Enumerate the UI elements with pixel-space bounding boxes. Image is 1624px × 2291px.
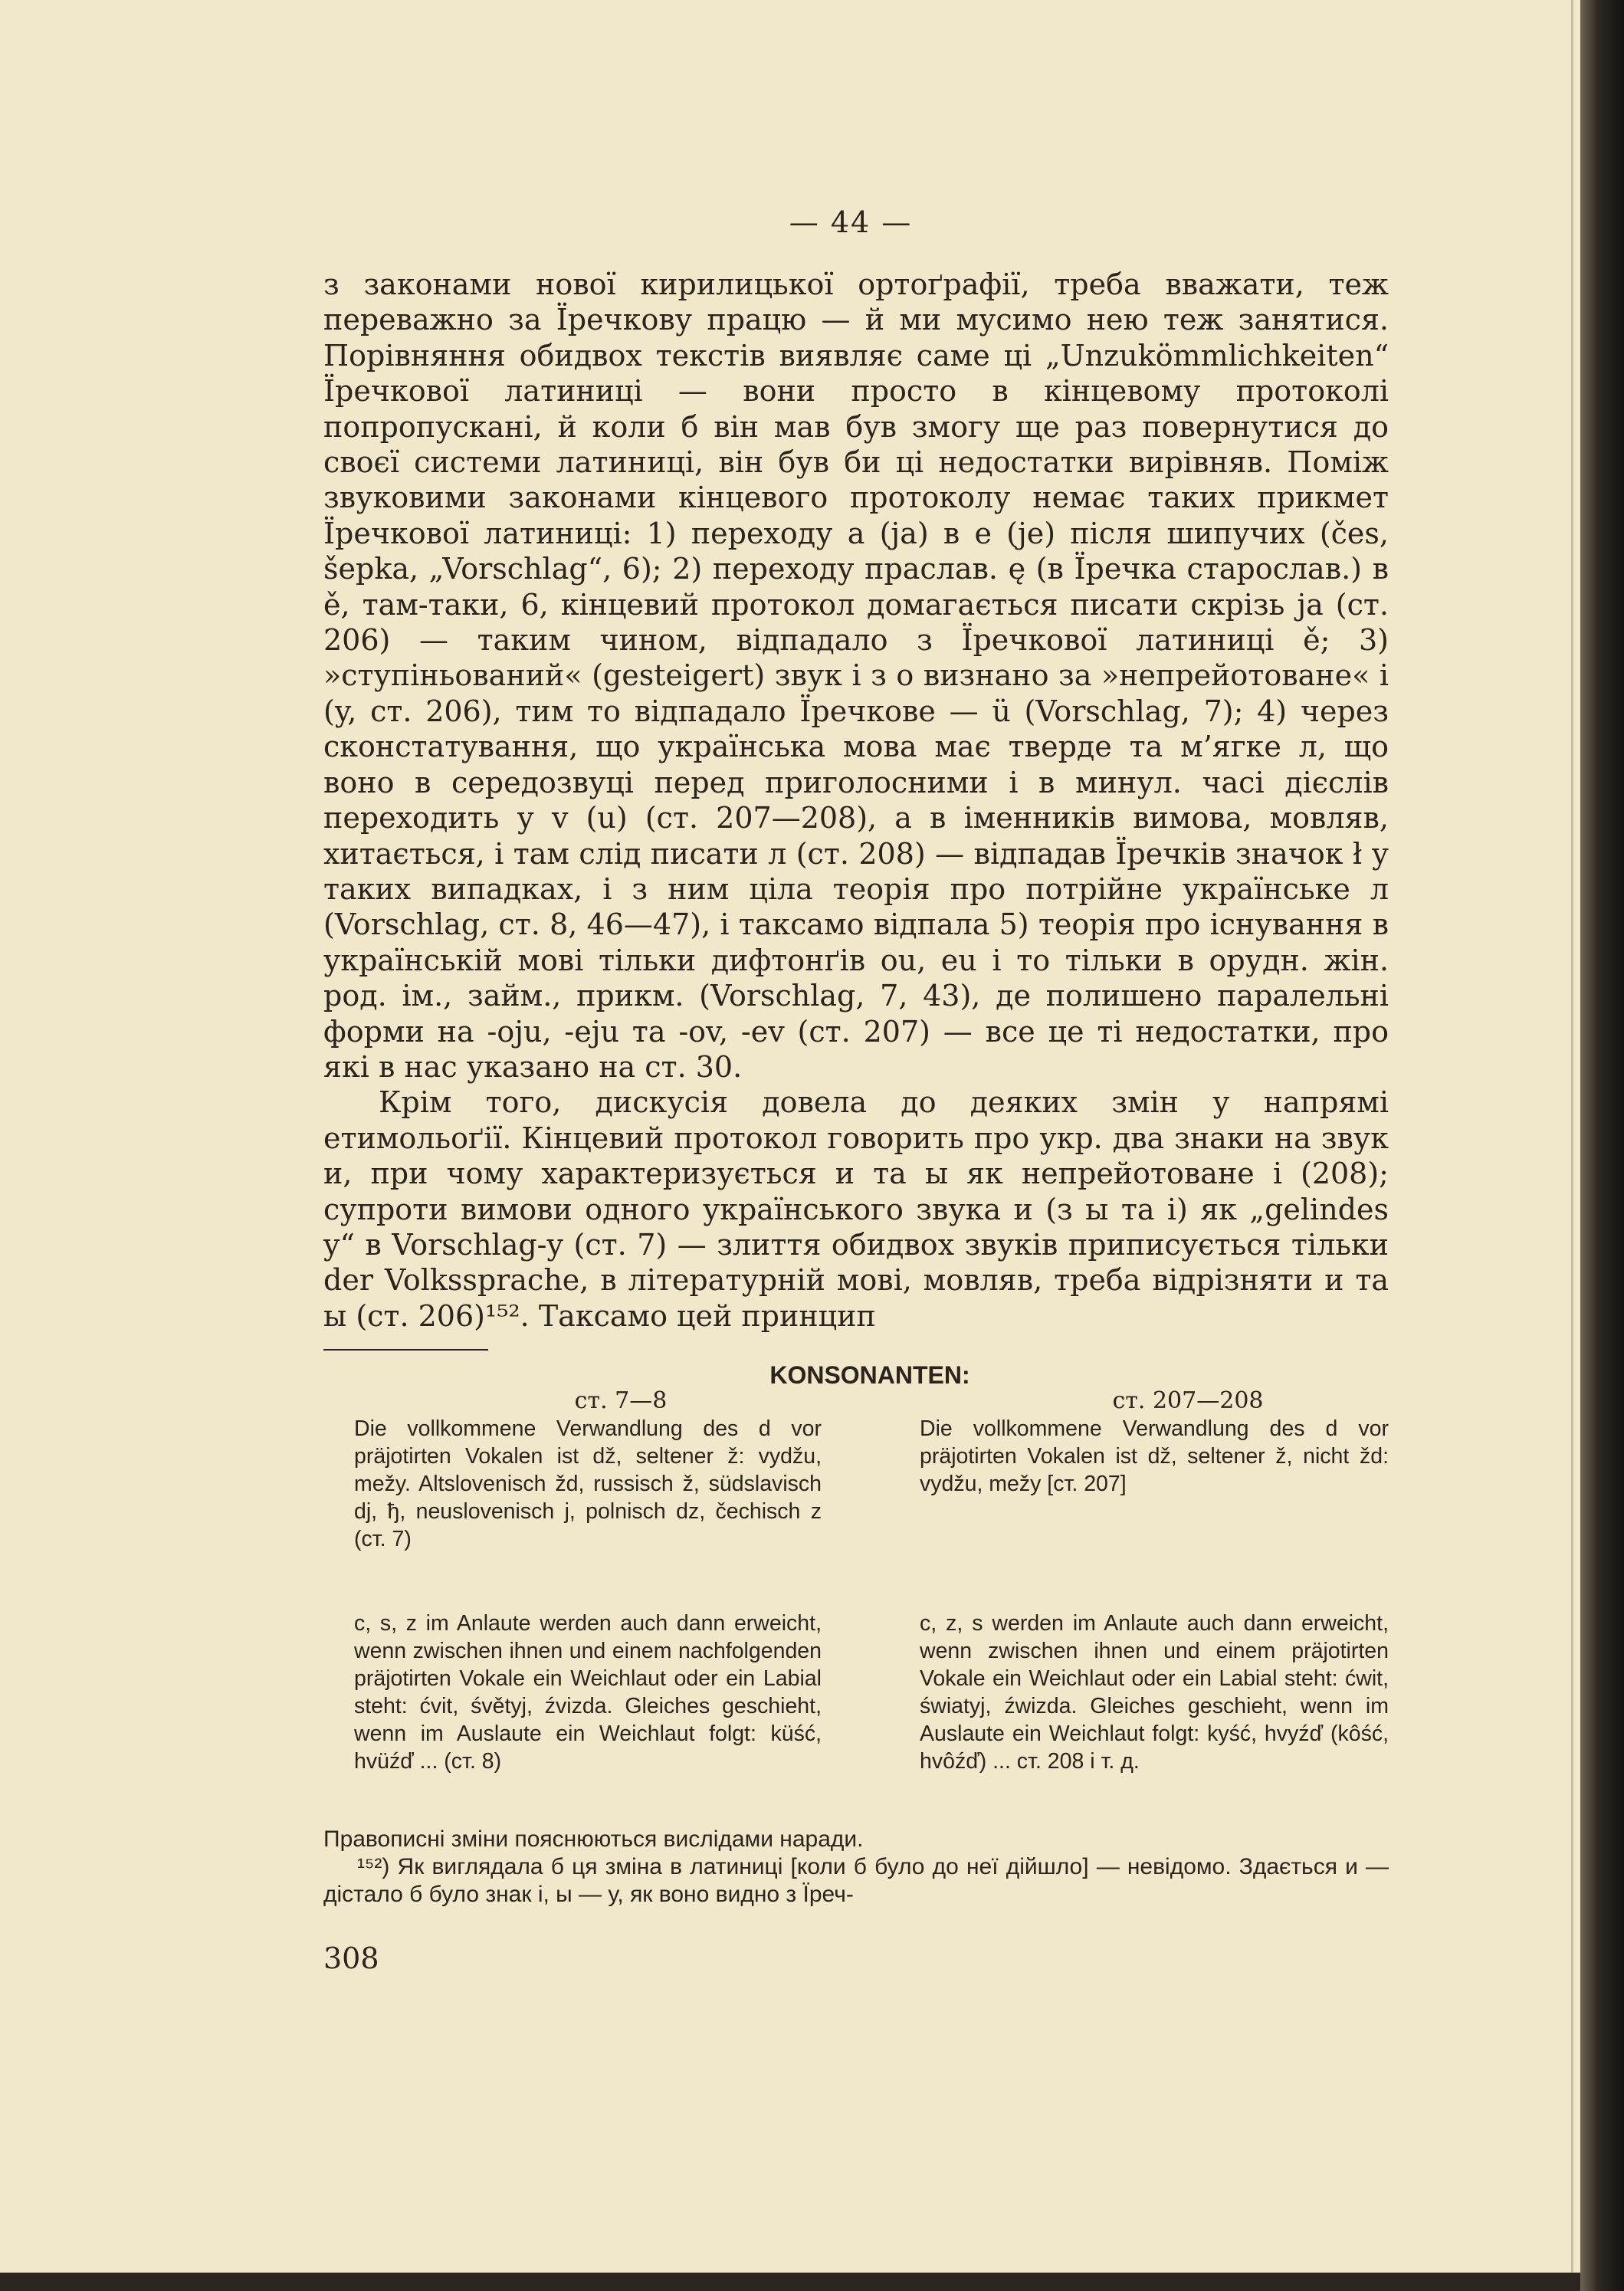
comparison-right-block: Die vollkommene Verwandlung des d vor präjotirten Vokalen ist dž, seltener ž, nicht žd: vydžu, mežy [ст. 207] bbox=[920, 1416, 1389, 1496]
running-header: — 44 — bbox=[789, 205, 913, 239]
paragraph: Крім того, дискусія довела до деяких змін у напрямі етимольоґії. Кінцевий протокол говорить про укр. два знаки на звук и, при чому характеризується и та ы як непрейотоване i (208); супроти вимови одного українського звука и (з ы та і) як „gelindes y“ в Vorschlag-y (ст. 7) — злиття обидвох звуків приписується тільки der Volkssprache, в літературній мові, мовляв, треба відрізняти и та ы (ст. 206)¹⁵². Таксамо цей принцип bbox=[323, 1085, 1389, 1333]
remark: Правописні зміни пояснюються вислідами наради. bbox=[323, 1827, 864, 1852]
scan-edge bbox=[1580, 0, 1624, 2291]
section-title: KONSONANTEN: bbox=[769, 1361, 970, 1389]
comparison-left-block: Die vollkommene Verwandlung des d vor präjotirten Vokalen ist dž, seltener ž: vydžu, mežy. Altslovenisch žd, russisch ž, südslavisch dj, ђ, neuslovenisch j, polnisch dz, čechisch z (ст. 7) bbox=[354, 1416, 822, 1551]
comparison-left-block: c, s, z im Anlaute werden auch dann erweicht, wenn zwischen ihnen und einem nachfolgenden präjotirten Vokale ein Weichlaut oder ein Labial steht: ćvit, śvětyj, źvizda. Gleiches geschieht, wenn im Auslaute ein Weichlaut folgt: küść, hvüźď ... (ст. 8) bbox=[354, 1611, 822, 1774]
footnote: ¹⁵²) Як виглядала б ця зміна в латиниці [коли б було до неї дійшло] — невідомо. Здається и — дістало б було знак і, ы — у, як воно видно з Їреч- bbox=[323, 1854, 1389, 1907]
comparison-right-block: c, z, s werden im Anlaute auch dann erweicht, wenn zwischen ihnen und einem präjotirten Vokale ein Weichlaut oder ein Labial steht: ćwit, światyj, źwizda. Gleiches geschieht, wenn im Auslaute ein Weichlaut folgt: kyść, hvyźď (kôść, hvôźď) ... ст. 208 і т. д. bbox=[920, 1611, 1389, 1774]
main-text bbox=[323, 267, 1389, 1334]
column-heading-right: ст. 207—208 bbox=[1112, 1387, 1264, 1414]
scan-edge bbox=[0, 2273, 1580, 2291]
column-heading-left: ст. 7—8 bbox=[574, 1387, 668, 1414]
paragraph: з законами нової кирилицької ортоґрафії, треба вважати, теж переважно за Їречкову працю — й ми мусимо нею теж занятися. Порівняння обидвох текстів виявляє саме ці „Unzukömmlichkeiten“ Їречкової латиниці — вони просто в кінцевому протоколі попропускані, й коли б він мав був змогу ще раз повернутися до своєї системи латиниці, він був би ці недостатки вирівняв. Поміж звуковими законами кінцевого протоколу немає таких прикмет Їречкової латиниці: 1) переходу a (ja) в e (je) після шипучих (čes, šepka, „Vorschlag“, 6); 2) переходу праслав. ę (в Їречка старослав.) в ě, там-таки, 6, кінцевий протокол домагається писати скрізь ja (ст. 206) — таким чином, відпадало з Їречкової латиниці ě; 3) »ступіньований« (gesteigert) звук i з o визнано за »непрейотоване« i (y, ст. 206), тим то відпадало Їречкове — ü (Vorschlag, 7); 4) через сконстатування, що українська мова має тверде та м’ягке л, що воно в середозвуці перед приголосними і в минул. часі дієслів переходить у v (u) (ст. 207—208), а в іменників вимова, мовляв, хитається, і там слід писати л (ст. 208) — відпадав Їречків значок ł у таких випадках, і з ним ціла теорія про потрійне українське л (Vorschlag, ст. 8, 46—47), і таксамо відпала 5) теорія про існування в українській мові тільки дифтонґів ou, eu і то тільки в орудн. жін. род. ім., займ., прикм. (Vorschlag, 7, 43), де полишено паралельні форми на -oju, -eju та -ov, -ev (ст. 207) — все це ті недостатки, про які в нас указано на ст. 30. bbox=[323, 268, 1389, 1084]
notes-block bbox=[323, 1826, 1389, 1909]
page-edge-line bbox=[1571, 0, 1573, 2273]
footnote-divider bbox=[323, 1349, 488, 1351]
page-number: 308 bbox=[323, 1941, 379, 1975]
